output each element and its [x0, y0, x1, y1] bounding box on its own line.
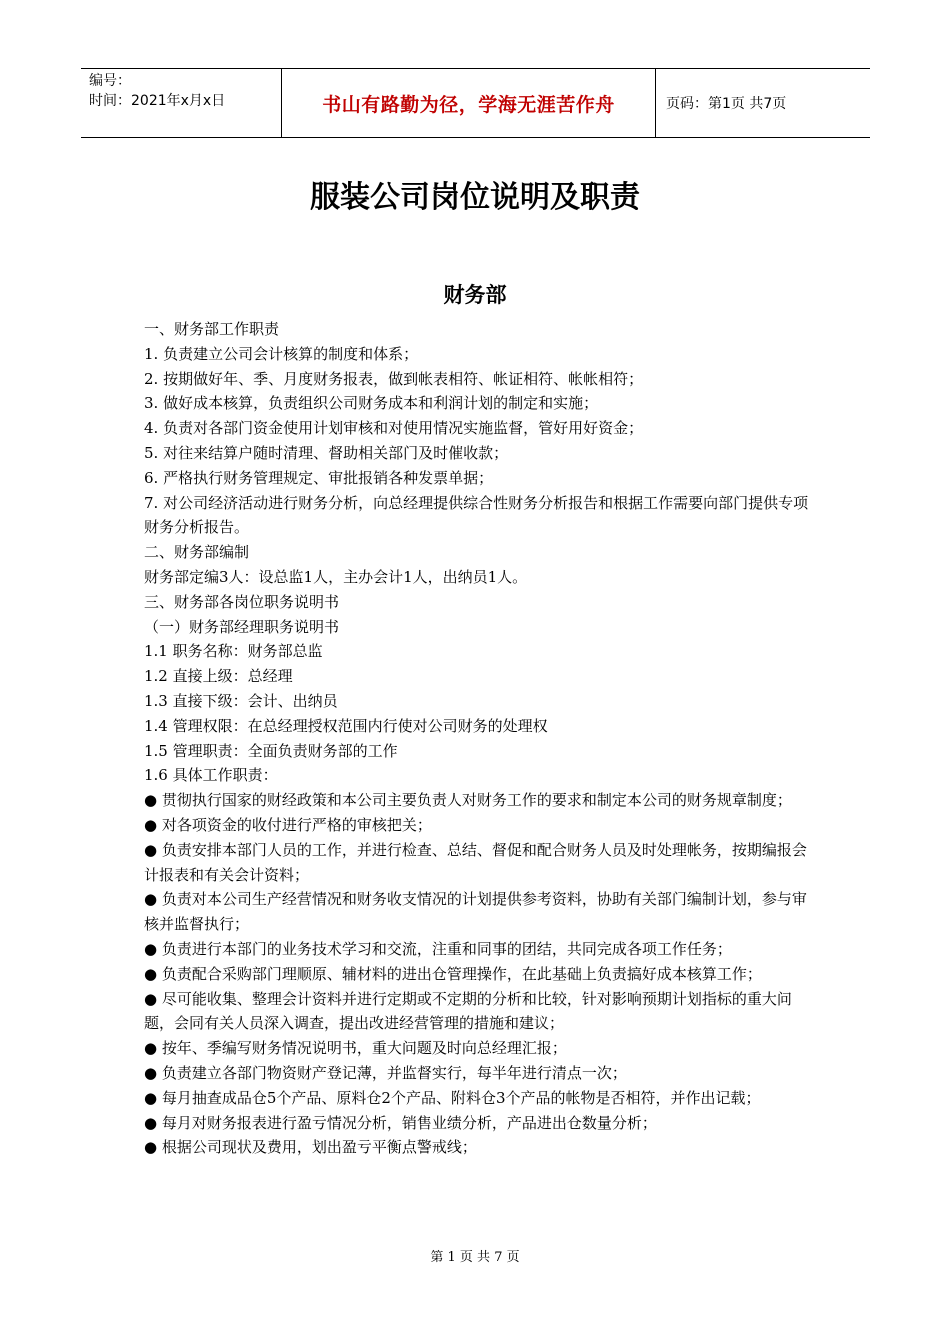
- document-date: 时间：2021年x月x日: [89, 93, 226, 109]
- body-line: 二、财务部编制: [144, 543, 250, 562]
- bullet-item: ● 负责对本公司生产经营情况和财务收支情况的计划提供参考资料，协助有关部门编制计划，参与审核并监督执行；: [144, 890, 807, 934]
- body-line: 3. 做好成本核算，负责组织公司财务成本和利润计划的制定和实施；: [144, 394, 599, 413]
- document-number: 编号：: [89, 73, 131, 89]
- body-line: 财务部定编3人：设总监1人，主办会计1人，出纳员1人。: [144, 567, 528, 586]
- bullet-item: ● 负责建立各部门物资财产登记薄，并监督实行，每半年进行清点一次；: [144, 1063, 627, 1082]
- body-line: 5. 对往来结算户随时清理、督助相关部门及时催收款；: [144, 443, 509, 462]
- document-title: 服装公司岗位说明及职责: [310, 180, 640, 215]
- body-line: 三、财务部各岗位职务说明书: [144, 592, 340, 611]
- body-line: 1.3 直接下级：会计、出纳员: [144, 691, 338, 710]
- bullet-item: ● 每月抽查成品仓5个产品、原料仓2个产品、附料仓3个产品的帐物是否相符，并作出记载；: [144, 1088, 761, 1107]
- bullet-item: ● 尽可能收集、整理会计资料并进行定期或不定期的分析和比较，针对影响预期计划指标的重大问题，会同有关人员深入调查，提出改进经营管理的措施和建议；: [144, 989, 792, 1033]
- document-body: [144, 317, 809, 1160]
- bullet-item: ● 贯彻执行国家的财经政策和本公司主要负责人对财务工作的要求和制定本公司的财务规章制度；: [144, 791, 792, 810]
- body-line: 1.4 管理权限：在总经理授权范围内行使对公司财务的处理权: [144, 716, 548, 735]
- body-line: 2. 按期做好年、季、月度财务报表，做到帐表相符、帐证相符、帐帐相符；: [144, 369, 644, 388]
- body-line: 6. 严格执行财务管理规定、审批报销各种发票单据；: [144, 468, 494, 487]
- bullet-item: ● 根据公司现状及费用，划出盈亏平衡点警戒线；: [144, 1138, 477, 1157]
- body-line: 一、财务部工作职责: [144, 320, 280, 338]
- body-line: 1.1 职务名称：财务部总监: [144, 642, 323, 661]
- body-line: （一）财务部经理职务说明书: [144, 617, 340, 636]
- header-motto: 书山有路勤为径，学海无涯苦作舟: [322, 93, 615, 116]
- body-line: 4. 负责对各部门资金使用计划审核和对使用情况实施监督，管好用好资金；: [144, 419, 644, 438]
- bullet-item: ● 对各项资金的收付进行严格的审核把关；: [144, 815, 432, 834]
- page-header: [81, 68, 870, 138]
- page-footer: 第 1 页 共 7 页: [430, 1250, 520, 1265]
- header-motto-cell: [282, 69, 656, 137]
- section-heading: 财务部: [443, 283, 507, 307]
- bullet-item: ● 按年、季编写财务情况说明书，重大问题及时向总经理汇报；: [144, 1039, 567, 1058]
- header-meta: [81, 69, 282, 137]
- body-line: 1. 负责建立公司会计核算的制度和体系；: [144, 344, 419, 363]
- bullet-item: ● 负责进行本部门的业务技术学习和交流，注重和同事的团结，共同完成各项工作任务；: [144, 939, 732, 958]
- header-page-info: 页码：第1页 共7页: [666, 96, 787, 112]
- body-line: 1.6 具体工作职责：: [144, 766, 278, 785]
- body-line: 1.5 管理职责：全面负责财务部的工作: [144, 741, 398, 760]
- bullet-item: ● 负责配合采购部门理顺原、辅材料的进出仓管理操作，在此基础上负责搞好成本核算工作；: [144, 964, 762, 983]
- bullet-item: ● 负责安排本部门人员的工作，并进行检查、总结、督促和配合财务人员及时处理帐务，按期编报会计报表和有关会计资料；: [144, 840, 807, 884]
- body-line: 7. 对公司经济活动进行财务分析，向总经理提供综合性财务分析报告和根据工作需要向部门提供专项财务分析报告。: [144, 493, 809, 537]
- body-line: 1.2 直接上级：总经理: [144, 667, 293, 686]
- bullet-item: ● 每月对财务报表进行盈亏情况分析，销售业绩分析，产品进出仓数量分析；: [144, 1113, 657, 1132]
